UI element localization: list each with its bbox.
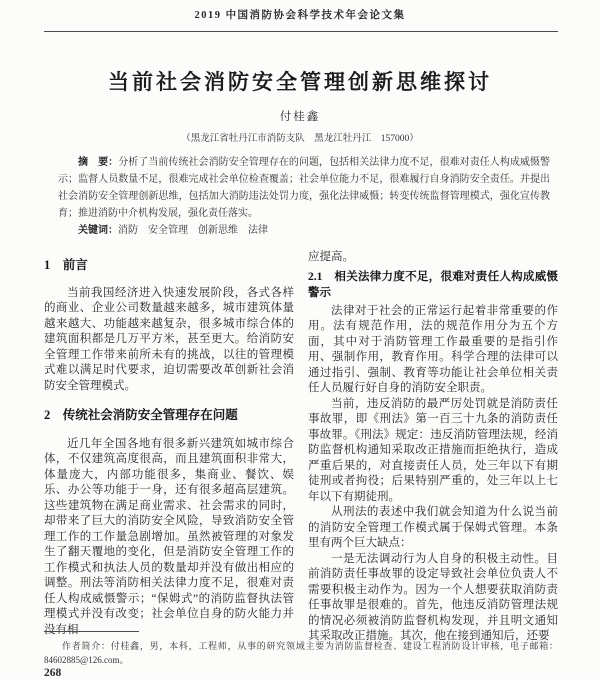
keywords-line bbox=[58, 222, 550, 239]
section-2-paragraph: 近几年全国各地有很多新兴建筑如城市综合体，不仅建筑高度很高，而且建筑面积非常大，体量庞大，内部功能很多，集商业、餐饮、娱乐、办公等功能于一身，还有很多超高层建筑。这些建筑物在满足商业需求、社会需求的同时，却带来了巨大的消防安全风险，导致消防安全管理工作的工作量急剧增加。虽然被管理的对象发生了翻天覆地的变化，但是消防安全管理工作的工作模式和执法人员的数量却并没有做出相应的调整。刑法等消防相关法律力度不足，很难对责任人构成威慑警示；“保姆式”的消防监督执法管理模式并没有改变；社会单位自身的防火能力并没有相 bbox=[44, 437, 294, 636]
keywords-label: 关键词： bbox=[78, 225, 118, 236]
nanny-mode-paragraph: 从刑法的表述中我们就会知道为什么说当前的消防安全管理工作模式属于保姆式管理。本条里有两个巨大缺点： bbox=[308, 506, 558, 549]
defect-one-paragraph: 一是无法调动行为人自身的积极主动性。目前消防责任事故罪的设定导致社会单位负责人不需要积极主动作为。因为一个人想要获取消防责任事故罪是很难的。首先，他违反消防管理法规的情况必须被消防监督机构发现，并且明文通知其采取改正措施。其次，他在接到通知后，还要 bbox=[308, 552, 558, 642]
criminal-law-paragraph: 当前，违反消防的最严厉处罚就是消防责任事故罪，即《刑法》第一百三十九条的消防责任事故罪。《刑法》规定：违反消防管理法规，经消防监督机构通知采取改正措施而拒绝执行，造成严重后果的，对直接责任人员，处三年以下有期徒刑或者拘役；后果特别严重的，处三年以上七年以下有期徒刑。 bbox=[308, 397, 558, 503]
two-column-body bbox=[44, 250, 558, 645]
abstract-block bbox=[58, 154, 550, 239]
page-title: 当前社会消防安全管理创新思维探讨 bbox=[108, 70, 492, 94]
abstract-text: 分析了当前传统社会消防安全管理存在的问题，包括相关法律力度不足，很难对责任人构成威慑警示；监督人员数量不足，很难完成社会单位检查覆盖；社会单位能力不足，很难履行自身消防安全责任。并提出社会消防安全管理创新思维，包括加大消防违法处罚力度，强化法律威慑；转变传统监督管理模式，强化宣传教育；推进消防中介机构发展，强化责任落实。 bbox=[58, 157, 551, 219]
proceedings-header: 2019 中国消防协会科学技术年会论文集 bbox=[194, 10, 406, 21]
header-rule bbox=[44, 31, 558, 32]
keywords-text: 消防 安全管理 创新思维 法律 bbox=[118, 225, 268, 236]
author-name: 付桂鑫 bbox=[279, 111, 321, 123]
column-continuation-text: 应提高。 bbox=[308, 251, 354, 263]
author-affiliation: （黑龙江省牡丹江市消防支队 黑龙江牡丹江 157000） bbox=[181, 134, 419, 144]
left-column bbox=[44, 250, 294, 645]
page-number: 268 bbox=[44, 667, 62, 679]
abstract-label: 摘 要： bbox=[78, 157, 119, 168]
footnote-rule bbox=[44, 631, 139, 632]
section-2-1-heading: 2.1 相关法律力度不足，很难对责任人构成威慑警示 bbox=[308, 270, 558, 299]
abstract-paragraph bbox=[58, 154, 550, 222]
author-bio-footnote: 作者简介：付桂鑫，男，本科，工程师，从事的研究领域主要为消防监督检查、建设工程消防设计审核，电子邮箱：84602885@126.com。 bbox=[44, 641, 558, 665]
intro-paragraph: 当前我国经济进入快速发展阶段，各式各样的商业、企业公司数量越来越多，城市建筑体量越来越大、功能越来越复杂，很多城市综合体的建筑面积都是几万平方米，甚至更大。给消防安全管理工作带来前所未有的挑战，以往的管理模式难以满足时代要求，迫切需要改革创新社会消防安全管理模式。 bbox=[44, 286, 294, 392]
law-function-paragraph: 法律对于社会的正常运行起着非常重要的作用。法有规范作用，法的规范作用分为五个方面，其中对于消防管理工作最重要的是指引作用、强制作用，教育作用。科学合理的法律可以通过指引、强制、教育等功能让社会单位相关责任人员履行好自身的消防安全职责。 bbox=[308, 304, 558, 394]
right-column bbox=[308, 250, 558, 645]
section-2-heading: 2 传统社会消防安全管理存在问题 bbox=[44, 408, 238, 422]
section-1-heading: 1 前言 bbox=[44, 258, 88, 272]
